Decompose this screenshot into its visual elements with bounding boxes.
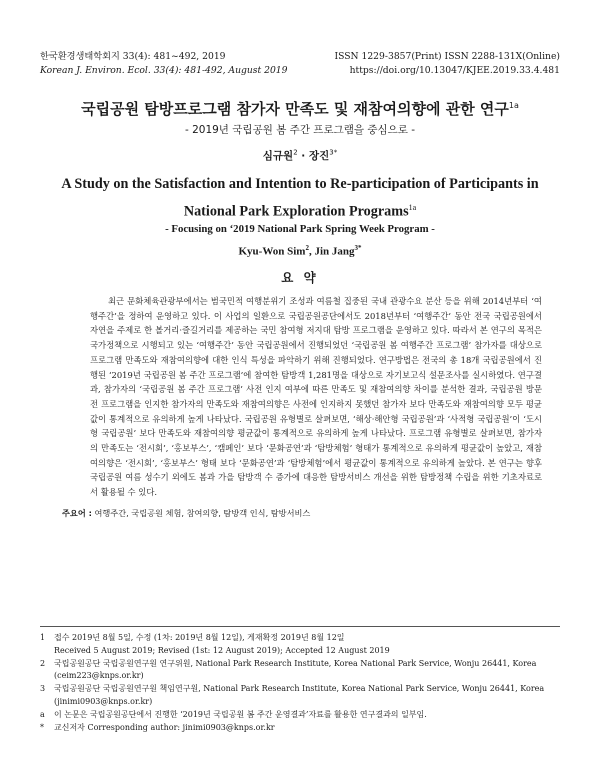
footnote-1 xyxy=(40,632,560,658)
author-2-en: Jin Jang xyxy=(314,245,355,258)
footnote-line: 국립공원공단 국립공원연구원 책임연구원, National Park Research Institute, Korea National Park Service, Wonju 26441, Korea xyxy=(54,684,545,694)
journal-name-en: Korean J. Environ. Ecol. 33(4): 481-492, August 2019 xyxy=(40,65,288,76)
abstract-heading: 요 약 xyxy=(281,270,319,285)
title-korean-text: 국립공원 탐방프로그램 참가자 만족도 및 재참여의향에 관한 연구 xyxy=(81,100,509,118)
keywords xyxy=(62,508,542,519)
footnote-mark: 3 xyxy=(40,684,46,694)
author-2-ko: 장진 xyxy=(308,150,330,162)
author-1-en-mark: 2 xyxy=(305,244,309,252)
author-1-ko: 심규원 xyxy=(262,150,294,162)
journal-identifiers xyxy=(334,50,560,78)
footnote-line: Received 5 August 2019; Revised (1st: 12 August 2019); Accepted 12 August 2019 xyxy=(54,645,390,655)
keywords-list: 여행주간, 국립공원 체험, 참여의향, 탐방객 인식, 탐방서비스 xyxy=(94,508,311,518)
authors-korean xyxy=(0,148,600,163)
author-separator-en: , xyxy=(308,245,315,258)
footnote-mark: 2 xyxy=(40,658,46,668)
authors-english xyxy=(0,244,600,258)
corresponding-author: 교신저자 Corresponding author: jinimi0903@knps.or.kr xyxy=(54,722,275,732)
footnote-divider xyxy=(40,626,560,627)
footnote-a xyxy=(40,709,560,722)
title-english-text: A Study on the Satisfaction and Intention to Re-participation of Participants in National Park Exploration Programs xyxy=(61,176,539,220)
abstract-body: 최근 문화체육관광부에서는 범국민적 여행분위기 조성과 여름철 집중된 국내 관광수요 분산 등을 위해 2014년부터 ‘여행주간’을 정하여 운영하고 있다. 이 사업의 일환으로 국립공원공단에서도 2018년부터 ‘여행주간’ 동안 전국 국립공원에서 자연을 주제로 한 볼거리·즐길거리를 제공하는 국민 참여형 저지대 탐방 프로그램을 운영하고 있다. 따라서 본 연구의 목적은 국가정책으로 시행되고 있는 ‘여행주간’ 동안 국립공원에서 진행되었던 ‘국립공원 봄 여행주간 프로그램’ 참가자를 대상으로 프로그램 만족도와 재참여의향에 대한 인식 특성을 파악하기 위해 진행되었다. 연구방법은 전국의 총 18개 국립공원에서 진행된 ‘2019년 국립공원 봄 주간 프로그램’에 참여한 탐방객 1,281명을 대상으로 자기보고식 설문조사를 실시하였다. 연구결과, 참가자의 ‘국립공원 봄 주간 프로그램’ 사전 인지 여부에 따른 만족도 및 재참여의향 차이를 분석한 결과, 국립공원 방문 전 프로그램을 인지한 참가자의 만족도와 재참여의향은 사전에 인지하지 못했던 참가자 보다 만족도와 재참여의향 모두 평균값이 통계적으로 유의하게 높게 나타났다. 국립공원 유형별로 살펴보면, ‘해상·해안형 국립공원’과 ‘사적형 국립공원’이 ‘도시형 국립공원’ 보다 만족도와 재참여의향 평균값이 통계적으로 유의하게 높게 나타났다. 프로그램 유형별로 살펴보면, 참가자의 만족도는 ‘전시회’, ‘홍보부스’, ‘캠페인’ 보다 ‘문화공연’과 ‘탐방체험’ 형태가 통계적으로 유의하게 평균값이 높았고, 재참여의향은 ‘전시회’, ‘홍보부스’ 형태 보다 ‘문화공연’과 ‘탐방체험’에서 평균값이 통계적으로 유의하게 높았다. 본 연구는 향후 국립공원 여름 성수기 외에도 봄과 가을 탐방객 수 증가에 대응한 탐방서비스 개선을 위한 탐방정책 수립을 위한 기초자료로서 활용될 수 있다. xyxy=(90,296,542,498)
author-1-en: Kyu-Won Sim xyxy=(238,245,306,258)
footnote-line: 접수 2019년 8월 5일, 수정 (1차: 2019년 8월 12일), 게재확정 2019년 8월 12일 xyxy=(54,633,345,642)
footnote-mark: 1 xyxy=(40,633,46,642)
footnote-2 xyxy=(40,658,560,684)
footnote-mark: a xyxy=(40,709,45,719)
author-2-en-mark: 3* xyxy=(354,244,362,252)
title-english-footnote-mark: 1a xyxy=(408,203,417,212)
author-2-ko-mark: 3* xyxy=(329,148,338,157)
journal-citation xyxy=(40,50,288,78)
footnote-3 xyxy=(40,683,560,709)
doi-link[interactable]: https://doi.org/10.13047/KJEE.2019.33.4.481 xyxy=(349,65,560,76)
issn: ISSN 1229-3857(Print) ISSN 2288-131X(Online) xyxy=(334,51,560,62)
footnote-email[interactable]: (ceim223@knps.or.kr) xyxy=(54,671,144,681)
footnotes xyxy=(40,632,560,734)
author-1-ko-mark: 2 xyxy=(293,148,298,157)
footnote-mark: * xyxy=(40,722,44,732)
footnote-line: 국립공원공단 국립공원연구원 연구위원, National Park Research Institute, Korea National Park Service, Wonju 26441, Korea xyxy=(54,658,537,668)
keywords-label: 주요어 : xyxy=(62,508,92,518)
title-korean-footnote-mark: 1a xyxy=(508,101,519,110)
footnote-corresponding xyxy=(40,722,560,735)
subtitle-korean: - 2019년 국립공원 봄 주간 프로그램을 중심으로 - xyxy=(184,124,416,136)
title-korean xyxy=(0,98,600,119)
footnote-line: 이 논문은 국립공원공단에서 진행한 ‘2019년 국립공원 봄 주간 운영결과’자료를 활용한 연구결과의 일부임. xyxy=(54,709,427,719)
author-separator-ko: · xyxy=(297,150,309,162)
title-english xyxy=(60,173,540,224)
journal-name-ko: 한국환경생태학회지 33(4): 481~492, 2019 xyxy=(40,51,226,62)
subtitle-english: - Focusing on ‘2019 National Park Spring Week Program - xyxy=(165,223,435,235)
footnote-email[interactable]: (jinimi0903@knps.or.kr) xyxy=(54,696,153,706)
